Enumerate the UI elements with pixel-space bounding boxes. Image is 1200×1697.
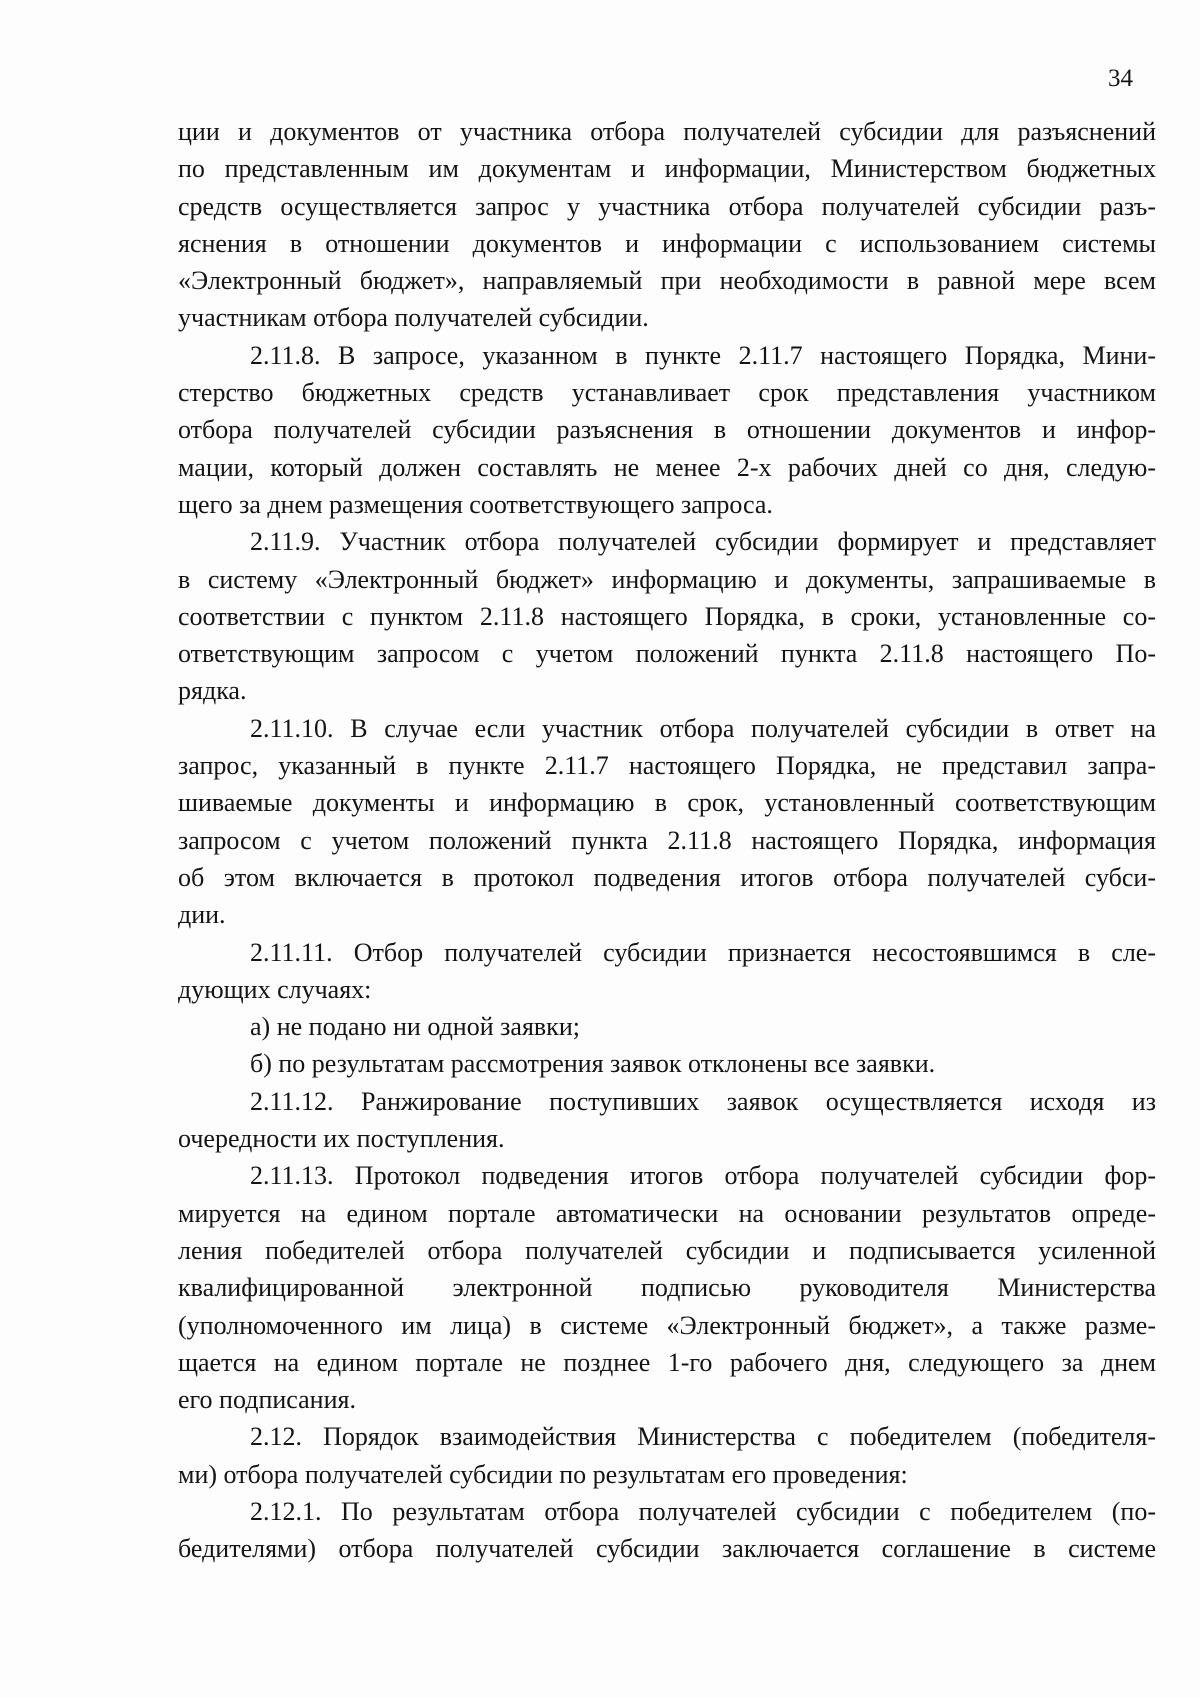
text-line: его подписания.: [178, 1385, 356, 1415]
text-line: ления победителей отбора получателей субсидии и подписывается усиленной: [178, 1235, 1156, 1265]
text-line: 2.11.12. Ранжирование поступивших заявок осуществляется исходя из: [250, 1086, 1156, 1116]
text-line: квалифицированной электронной подписью руководителя Министерства: [178, 1273, 1156, 1303]
text-line: ответствующим запросом с учетом положений пункта 2.11.8 настоящего По-: [178, 639, 1156, 669]
text-line: яснения в отношении документов и информации с использованием системы: [178, 228, 1156, 258]
text-line: запрос, указанный в пункте 2.11.7 настоящего Порядка, не представил запра-: [178, 751, 1156, 781]
text-line: 2.12.1. По результатам отбора получателей субсидии с победителем (по-: [250, 1496, 1156, 1526]
text-line: ции и документов от участника отбора получателей субсидии для разъяснений: [178, 117, 1156, 146]
text-line: 2.11.11. Отбор получателей субсидии признается несостоявшимся в сле-: [250, 937, 1156, 967]
page-number: 34: [1108, 65, 1133, 92]
text-line: 2.12. Порядок взаимодействия Министерства с победителем (победителя-: [250, 1422, 1156, 1452]
text-line: отбора получателей субсидии разъяснения в отношении документов и инфор-: [178, 415, 1156, 445]
text-line: рядка.: [178, 676, 247, 706]
text-line: участникам отбора получателей субсидии.: [178, 303, 649, 333]
text-line: средств осуществляется запрос у участника отбора получателей субсидии разъ-: [178, 191, 1156, 221]
text-line: мируется на едином портале автоматически на основании результатов опреде-: [178, 1198, 1156, 1228]
text-line: 2.11.10. В случае если участник отбора получателей субсидии в ответ на: [250, 713, 1156, 743]
document-body: [178, 113, 1156, 1568]
text-line: по представленным им документам и информации, Министерством бюджетных: [178, 154, 1156, 184]
text-line: б) по результатам рассмотрения заявок отклонены все заявки.: [250, 1049, 936, 1079]
text-line: соответствии с пунктом 2.11.8 настоящего Порядка, в сроки, установленные со-: [178, 601, 1156, 631]
text-line: 2.11.13. Протокол подведения итогов отбора получателей субсидии фор-: [250, 1161, 1156, 1191]
text-line: в систему «Электронный бюджет» информацию и документы, запрашиваемые в: [178, 564, 1156, 594]
text-line: щается на едином портале не позднее 1-го рабочего дня, следующего за днем: [178, 1347, 1156, 1377]
text-line: очередности их поступления.: [178, 1124, 505, 1154]
text-line: (уполномоченного им лица) в системе «Электронный бюджет», а также разме-: [178, 1310, 1156, 1340]
text-line: об этом включается в протокол подведения итогов отбора получателей субси-: [178, 862, 1156, 892]
text-line: шиваемые документы и информацию в срок, установленный соответствующим: [178, 788, 1156, 818]
text-line: стерство бюджетных средств устанавливает срок представления участником: [178, 378, 1156, 408]
text-line: а) не подано ни одной заявки;: [250, 1012, 580, 1042]
text-line: «Электронный бюджет», направляемый при необходимости в равной мере всем: [178, 266, 1156, 296]
text-line: 2.11.8. В запросе, указанном в пункте 2.11.7 настоящего Порядка, Мини-: [250, 340, 1156, 370]
text-line: запросом с учетом положений пункта 2.11.8 настоящего Порядка, информация: [178, 825, 1156, 855]
text-line: дии.: [178, 900, 226, 930]
text-line: бедителями) отбора получателей субсидии заключается соглашение в системе: [178, 1534, 1156, 1564]
text-line: 2.11.9. Участник отбора получателей субсидии формирует и представляет: [250, 527, 1156, 557]
text-line: дующих случаях:: [178, 974, 372, 1004]
text-line: мации, который должен составлять не менее 2-х рабочих дней со дня, следую-: [178, 452, 1156, 482]
text-line: ми) отбора получателей субсидии по результатам его проведения:: [178, 1459, 908, 1489]
text-line: щего за днем размещения соответствующего запроса.: [178, 489, 773, 519]
